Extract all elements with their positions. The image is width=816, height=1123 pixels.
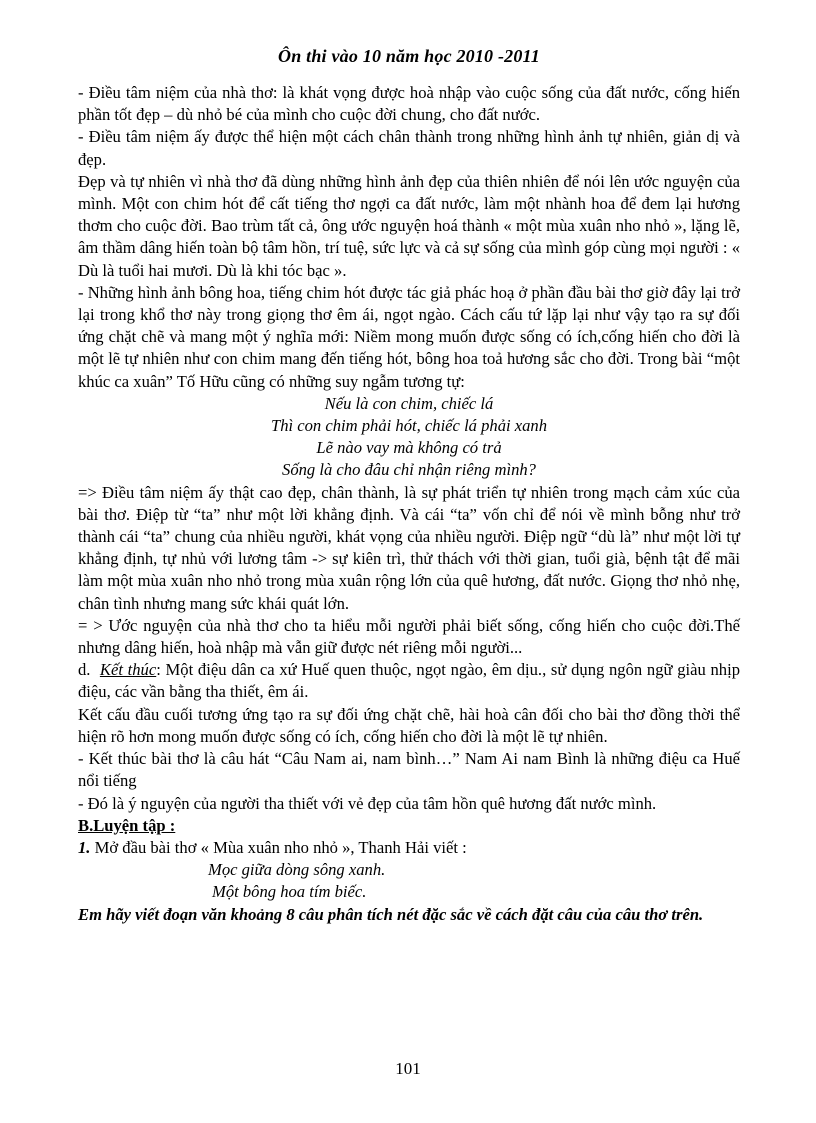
task-instruction: Em hãy viết đoạn văn khoảng 8 câu phân tích nét đặc sắc về cách đặt câu của câu thơ trên. bbox=[78, 904, 704, 924]
ending-label: Kết thúc bbox=[99, 660, 157, 680]
ending-text: : Một điệu dân ca xứ Huế quen thuộc, ngọt ngào, êm dịu., sử dụng ngôn ngữ giàu nhịp điệu, các vần bằng tha thiết, êm ái. bbox=[78, 660, 740, 702]
ending-prefix: d. bbox=[78, 660, 91, 680]
paragraph: - Đó là ý nguyện của người tha thiết với vẻ đẹp của tâm hồn quê hương đất nước mình. bbox=[78, 793, 657, 813]
verse-line: Một bông hoa tím biếc. bbox=[212, 882, 367, 902]
paragraph: Kết cấu đầu cuối tương ứng tạo ra sự đối ứng chặt chẽ, hài hoà cân đối cho bài thơ đồng thời thể hiện rõ hơn mong muốn được sống có ích, cống hiến cho đời là một lẽ tự nhiên. bbox=[78, 704, 740, 746]
poem-line: Lẽ nào vay mà không có trả bbox=[316, 438, 502, 458]
document-page bbox=[78, 44, 740, 926]
verse-quote bbox=[208, 859, 740, 903]
question-1 bbox=[78, 837, 740, 859]
paragraph: - Điều tâm niệm của nhà thơ: là khát vọng được hoà nhập vào cuộc sống của đất nước, cống hiến phần tốt đẹp – dù nhỏ bé của mình cho cuộc đời chung, cho đất nước. bbox=[78, 83, 740, 125]
paragraph: - Kết thúc bài thơ là câu hát “Câu Nam ai, nam bình…” Nam Ai nam Bình là những điệu ca Huế nổi tiếng bbox=[78, 749, 740, 791]
poem-line: Nếu là con chim, chiếc lá bbox=[324, 393, 494, 413]
practice-heading: B.Luyện tập : bbox=[78, 815, 176, 835]
page-header: Ôn thi vào 10 năm học 2010 -2011 bbox=[278, 46, 540, 66]
poem-line: Thì con chim phải hót, chiếc lá phải xanh bbox=[270, 416, 548, 436]
page-number: 101 bbox=[395, 1059, 421, 1078]
ending-paragraph bbox=[78, 659, 740, 703]
paragraph: - Những hình ảnh bông hoa, tiếng chim hót được tác giả phác hoạ ở phần đầu bài thơ giờ đây lại trở lại trong khổ thơ này trong giọng thơ êm ái, ngọt ngào. Cách cấu tứ lặp lại như vậy tạo ra sự đối ứng chặt chẽ và mang một ý nghĩa mới: Niềm mong muốn được sống có ích,cống hiến cho đời là một lẽ tự nhiên như con chim mang đến tiếng hót, bông hoa toả hương sắc cho đời. Trong bài “một khúc ca xuân” Tố Hữu cũng có những suy ngẫm tương tự: bbox=[78, 282, 740, 391]
question-text: Mở đầu bài thơ « Mùa xuân nho nhỏ », Thanh Hải viết : bbox=[90, 837, 467, 857]
verse-line: Mọc giữa dòng sông xanh. bbox=[208, 860, 386, 880]
paragraph: = > Ước nguyện của nhà thơ cho ta hiểu mỗi người phải biết sống, cống hiến cho cuộc đời.Thế nhưng dâng hiến, hoà nhập mà vẫn giữ được nét riêng mỗi người... bbox=[78, 615, 740, 658]
paragraph: - Điều tâm niệm ấy được thể hiện một cách chân thành trong những hình ảnh tự nhiên, giản dị và đẹp. bbox=[78, 127, 740, 169]
question-number: 1. bbox=[78, 837, 91, 857]
poem-quote bbox=[78, 393, 740, 482]
paragraph: Đẹp và tự nhiên vì nhà thơ đã dùng những hình ảnh đẹp của thiên nhiên để nói lên ước nguyện của mình. Một con chim hót để cất tiếng thơ ngợi ca đất nước, làm một nhành hoa để đem lại hương thơm cho cuộc đời. Bao trùm tất cả, ông ước nguyện hoá thành « một mùa xuân nho nhỏ », lặng lẽ, âm thầm dâng hiến toàn bộ tâm hồn, trí tuệ, sức lực và cả sự sống của mình góp cùng mọi người : « Dù là tuổi hai mươi. Dù là khi tóc bạc ». bbox=[78, 171, 740, 280]
paragraph: => Điều tâm niệm ấy thật cao đẹp, chân thành, là sự phát triển tự nhiên trong mạch cảm xúc của bài thơ. Điệp từ “ta” như một lời khẳng định. Và cái “ta” vốn chỉ để nói về mình bỗng như trở thành cái “ta” chung của nhiều người, khát vọng của nhiều người. Điệp ngữ “dù là” như một lời tự khẳng định, tự nhủ với lương tâm -> sự kiên trì, thử thách với thời gian, tuổi già, bệnh tật để mãi làm một mùa xuân nho nhỏ trong mùa xuân rộng lớn của quê hương, đất nước. Giọng thơ nhỏ nhẹ, chân tình nhưng mang sức khái quát lớn. bbox=[78, 482, 740, 613]
poem-line: Sống là cho đâu chỉ nhận riêng mình? bbox=[282, 460, 536, 480]
